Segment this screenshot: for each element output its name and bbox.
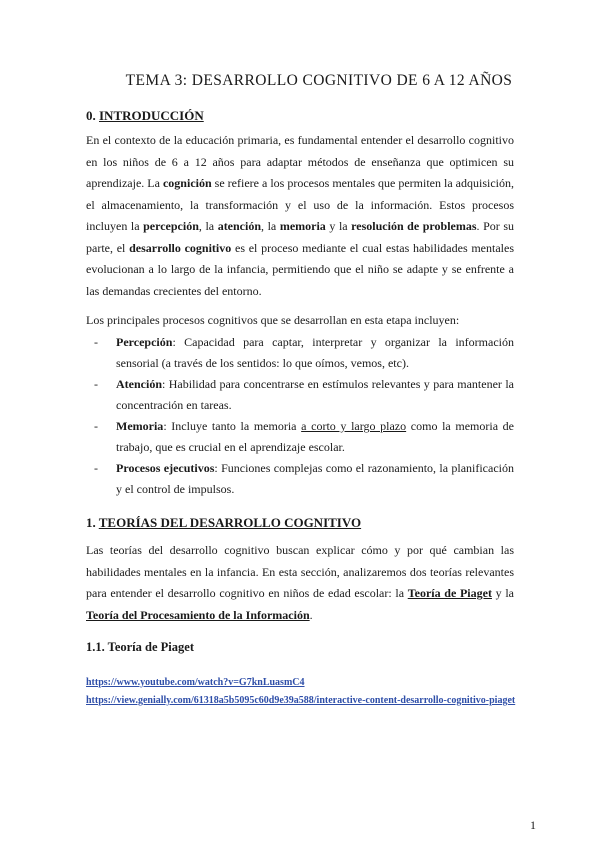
list-term: Atención	[116, 377, 162, 391]
intro-heading-text: INTRODUCCIÓN	[99, 108, 204, 123]
section1-heading-text: TEORÍAS DEL DESARROLLO COGNITIVO	[98, 515, 362, 530]
page-number: 1	[530, 818, 536, 832]
list-text: : Habilidad para concentrarse en estímulos relevantes y para mantener la concentración en tareas.	[116, 377, 514, 412]
list-bullet: -	[94, 461, 98, 475]
text-run: . Por su parte, el	[86, 219, 514, 255]
text-run: es el proceso mediante el cual estas habilidades mentales evolucionan a lo largo de la infancia, permitiendo que el niño se adapte y se enfrente a las demandas crecientes del entorno.	[86, 240, 514, 298]
processes-list	[86, 332, 514, 500]
text-run: se refiere a los procesos mentales que permiten la adquisición, el almacenamiento, la transformación y el uso de la información. Estos procesos incluyen la	[86, 176, 514, 233]
list-bullet: -	[94, 377, 98, 391]
processes-intro: Los principales procesos cognitivos que se desarrollan en esta etapa incluyen:	[86, 313, 460, 327]
text-run: En el contexto de la educación primaria, es fundamental entender el desarrollo cognitivo en los niños de 6 a 12 años para adaptar métodos de enseñanza que optimicen su aprendizaje. La	[86, 133, 514, 190]
list-item	[86, 332, 514, 374]
term-teoria-procesamiento: Teoría del Procesamiento de la Información	[86, 607, 310, 622]
term-desarrollo-cognitivo: desarrollo cognitivo	[129, 240, 232, 255]
list-item	[86, 458, 514, 500]
list-text: como la memoria de trabajo, que es crucial en el aprendizaje escolar.	[116, 419, 515, 454]
text-run: y la	[491, 586, 514, 600]
list-item	[86, 374, 514, 416]
intro-heading-number: 0.	[86, 108, 96, 123]
list-text: : Funciones complejas como el razonamiento, la planificación y el control de impulsos.	[116, 461, 514, 496]
intro-heading	[86, 108, 204, 124]
list-term: Memoria	[116, 419, 164, 433]
section1-heading-number: 1.	[86, 515, 96, 530]
list-text: : Capacidad para captar, interpretar y organizar la información sensorial (a través de los sentidos: lo que oímos, vemos, etc).	[116, 335, 514, 370]
term-cognicion: cognición	[162, 176, 212, 190]
page-title: TEMA 3: DESARROLLO COGNITIVO DE 6 A 12 AÑOS	[125, 72, 513, 89]
intro-paragraph	[86, 130, 514, 302]
list-bullet: -	[94, 335, 98, 349]
subsection-heading: 1.1. Teoría de Piaget	[86, 640, 194, 654]
list-bullet: -	[94, 419, 98, 433]
term-atencion: atención	[217, 219, 262, 233]
text-run: , la	[261, 219, 280, 233]
list-text: : Incluye tanto la memoria	[163, 419, 302, 433]
youtube-link[interactable]: https://www.youtube.com/watch?v=G7knLuasmC4	[86, 677, 305, 688]
text-run: , la	[198, 219, 218, 233]
list-term: Procesos ejecutivos	[116, 461, 215, 475]
memory-link[interactable]: a corto y largo plazo	[301, 419, 407, 433]
term-resolucion: resolución de problemas	[351, 219, 477, 233]
text-run: y la	[325, 219, 352, 233]
list-term: Percepción	[116, 335, 173, 349]
term-teoria-piaget: Teoría de Piaget	[407, 586, 492, 600]
term-memoria: memoria	[279, 219, 326, 233]
term-percepcion: percepción	[143, 219, 199, 233]
section1-heading	[86, 515, 361, 531]
text-run: .	[309, 607, 313, 622]
genially-link[interactable]: https://view.genially.com/61318a5b5095c60d9e39a588/interactive-content-desarrollo-cognitivo-piaget	[86, 695, 516, 706]
list-item	[86, 416, 514, 458]
text-run: Las teorías del desarrollo cognitivo buscan explicar cómo y por qué cambian las habilidades mentales en la infancia. En esta sección, analizaremos dos teorías relevantes para entender el desarrollo cognitivo en niños de edad escolar: la	[86, 543, 514, 600]
section1-paragraph	[86, 540, 514, 626]
